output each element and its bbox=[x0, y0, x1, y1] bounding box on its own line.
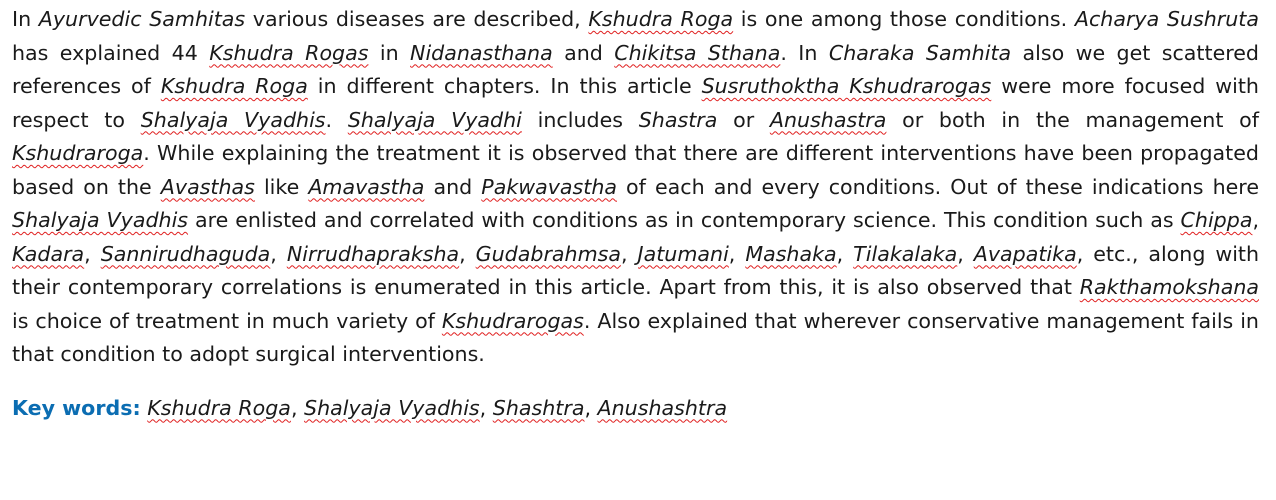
keyword-term: Anushashtra bbox=[597, 395, 728, 420]
italic-term: Acharya Sushruta bbox=[1074, 7, 1259, 31]
text-run: is choice of treatment in much variety of bbox=[12, 308, 442, 333]
italic-term-misspelled: Amavastha bbox=[308, 174, 425, 199]
italic-term-misspelled: Rakthamokshana bbox=[1079, 275, 1259, 299]
text-run: are enlisted and correlated with conditions as in contemporary science. This condition such as bbox=[188, 208, 1181, 232]
keywords-terms bbox=[147, 396, 727, 420]
abstract-paragraph bbox=[12, 3, 1259, 372]
text-run: , bbox=[836, 241, 854, 266]
keyword-term: Shalyaja Vyadhis bbox=[304, 395, 480, 420]
italic-term-misspelled: Tilakalaka bbox=[853, 241, 958, 266]
text-run: , bbox=[84, 241, 101, 266]
italic-term-misspelled: Shalyaja Vyadhi bbox=[347, 107, 522, 132]
text-run: were more focused with respect to bbox=[12, 74, 1259, 132]
italic-term: Shastra bbox=[638, 107, 718, 132]
text-run: like bbox=[254, 174, 309, 199]
text-run: , bbox=[621, 241, 638, 266]
italic-term-misspelled: Kadara bbox=[12, 241, 85, 266]
italic-term-misspelled: Shalyaja Vyadhis bbox=[12, 208, 189, 232]
keyword-separator: , bbox=[584, 395, 598, 420]
italic-term-misspelled: Kshudrarogas bbox=[441, 308, 584, 333]
text-run: or both in the management of bbox=[886, 107, 1260, 132]
text-run: . Also explained that wherever conservative management fails in that condition to adopt surgical interventions. bbox=[12, 308, 1259, 366]
italic-term-misspelled: Nirrudhapraksha bbox=[286, 241, 460, 266]
text-run: in different chapters. In this article bbox=[307, 74, 702, 98]
text-run: has explained 44 bbox=[12, 40, 210, 65]
text-run: in bbox=[368, 40, 411, 65]
keyword-term: Shashtra bbox=[492, 395, 585, 420]
text-run: . bbox=[325, 107, 348, 132]
text-run: and bbox=[552, 40, 615, 65]
text-run: , bbox=[270, 241, 287, 266]
italic-term-misspelled: Nidanasthana bbox=[410, 40, 553, 65]
text-run: , bbox=[459, 241, 476, 266]
italic-term-misspelled: Kshudra Roga bbox=[588, 7, 734, 31]
document-body bbox=[12, 3, 1259, 425]
text-run: includes bbox=[521, 107, 639, 132]
keyword-term: Kshudra Roga bbox=[147, 395, 291, 420]
text-run: , bbox=[957, 241, 974, 266]
keyword-separator: , bbox=[479, 395, 493, 420]
text-run: is one among those conditions. bbox=[733, 7, 1075, 31]
text-run: . In bbox=[780, 40, 829, 65]
italic-term-misspelled: Shalyaja Vyadhis bbox=[140, 107, 326, 132]
text-run: , bbox=[728, 241, 746, 266]
text-run: or bbox=[717, 107, 770, 132]
italic-term-misspelled: Kshudra Roga bbox=[160, 74, 308, 98]
italic-term-misspelled: Kshudra Rogas bbox=[209, 40, 369, 65]
italic-term-misspelled: Chippa bbox=[1180, 208, 1253, 232]
text-run: also we get scattered references of bbox=[12, 40, 1260, 98]
keyword-separator: , bbox=[290, 395, 305, 420]
italic-term-misspelled: Jatumani bbox=[637, 241, 729, 266]
text-run: of each and every conditions. Out of these indications here bbox=[617, 174, 1259, 199]
italic-term-misspelled: Avasthas bbox=[160, 174, 255, 199]
italic-term: Charaka Samhita bbox=[828, 40, 1012, 65]
keywords-label: Key words: bbox=[12, 395, 141, 420]
italic-term-misspelled: Sannirudhaguda bbox=[100, 241, 271, 266]
italic-term-misspelled: Chikitsa Sthana bbox=[614, 40, 781, 65]
italic-term-misspelled: Avapatika bbox=[973, 241, 1077, 266]
keywords-line bbox=[12, 392, 1259, 426]
text-run: , bbox=[1252, 208, 1259, 232]
text-run: . While explaining the treatment it is observed that there are different interventions have been propagated based on the bbox=[12, 141, 1259, 199]
text-run: various diseases are described, bbox=[245, 7, 589, 31]
italic-term-misspelled: Anushastra bbox=[769, 107, 887, 132]
italic-term: Ayurvedic Samhitas bbox=[38, 7, 246, 31]
text-run: and bbox=[424, 174, 482, 199]
italic-term-misspelled: Gudabrahmsa bbox=[475, 241, 621, 266]
text-run: , etc., along with their contemporary correlations is enumerated in this article. Apart from this, it is also observed that bbox=[12, 241, 1260, 299]
text-run: In bbox=[12, 7, 39, 31]
italic-term-misspelled: Kshudraroga bbox=[12, 141, 144, 165]
italic-term-misspelled: Pakwavastha bbox=[481, 174, 617, 199]
italic-term-misspelled: Mashaka bbox=[745, 241, 837, 266]
italic-term-misspelled: Susruthoktha Kshudrarogas bbox=[701, 74, 992, 98]
